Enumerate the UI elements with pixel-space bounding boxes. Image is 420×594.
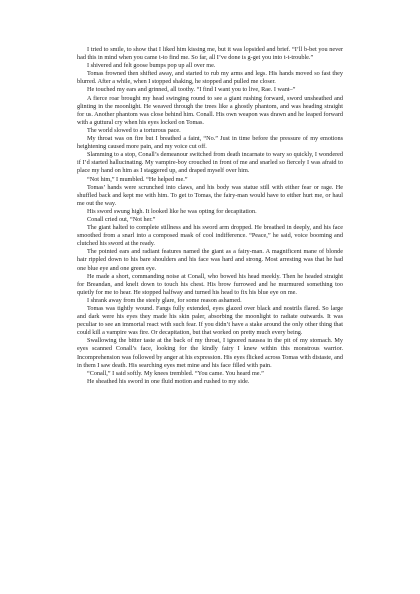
paragraph: Tomas frowned then shifted away, and started to rub my arms and legs. His hands moved so fast they blurred. After a while, when I stopped shaking, he stopped and pulled me closer.	[77, 70, 343, 86]
paragraph: My throat was on fire but I breathed a faint, “No.” Just in time before the pressure of my emotions heightening caused more pain, and my voice cut off.	[77, 135, 343, 151]
paragraph: Slamming to a stop, Conall’s demeanour switched from death incarnate to wary so quickly, I wondered if I’d started hallucinating. My vampire-boy crouched in front of me and snarled so fiercely I was afraid to place my hand on him as I staggered up, and draped myself over him.	[77, 151, 343, 175]
paragraph: Tomas was tightly wound. Fangs fully extended, eyes glazed over black and nostrils flared. So large and dark were his eyes they made his skin paler, absorbing the moonlight to radiate outwards. It was peculiar to see an immortal react with such fear. If you didn’t have a stake around the only other thing that could kill a vampire was fire. Or decapitation, but that worked on pretty much every being.	[77, 305, 343, 337]
paragraph: He touched my ears and grinned, all toothy. “I find I want you to live, Rae. I want–”	[87, 86, 296, 94]
paragraph: The giant halted to complete stillness and his sword arm dropped. He breathed in deeply, and his face smoothed from a snarl into a composed mask of cool indifference. “Peace,” he said, voice booming and clutched his sword at the ready.	[77, 224, 343, 248]
paragraph: Swallowing the bitter taste at the back of my throat, I ignored nausea in the pit of my stomach. My eyes scanned Conall’s face, looking for the kindly fairy I knew within this monstrous warrior. Incomprehension was followed by anger at his expression. His eyes flicked across Tomas with distaste, and in them I saw death. His searching eyes met mine and his face filled with pain.	[77, 337, 343, 369]
paragraph: “Not him,” I mumbled. “He helped me.”	[87, 175, 188, 183]
document-page	[77, 46, 343, 386]
paragraph: Tomas’ hands were scrunched into claws, and his body was statue still with either fear or rage. He shuffled back and kept me with him. To get to Tomas, the fairy-man would have to either hurt me, or haul me out the way.	[77, 183, 343, 207]
paragraph: I tried to smile, to show that I liked him kissing me, but it was lopsided and brief. “I’ll b-bet you never had this in mind when you came t-to find me. So far, all I’ve done is g-get you into t-t-trouble.”	[77, 46, 343, 62]
paragraph: A fierce roar brought my head swinging round to see a giant rushing forward, sword unsheathed and glinting in the moonlight. He weaved through the trees like a ghostly phantom, and was heading straight for us. Another phantom was close behind him. Conall. His own weapon was drawn and he leaped forward with a guttural cry when his eyes locked on Tomas.	[77, 94, 343, 126]
paragraph: His sword swung high. It looked like he was opting for decapitation.	[87, 207, 257, 215]
paragraph: “Conall,” I said softly. My knees trembled. “You came. You heard me.”	[87, 369, 264, 377]
paragraph: Conall cried out, “Not her.”	[87, 215, 156, 223]
paragraph: The world slowed to a torturous pace.	[87, 126, 181, 134]
paragraph: The pointed ears and radiant features named the giant as a fairy-man. A magnificent mane of blonde hair rippled down to his bare shoulders and his face was hard and strong. Most arresting was that he had one blue eye and one green eye.	[77, 248, 343, 272]
paragraph: I shrank away from the steely glare, for some reason ashamed.	[87, 296, 242, 304]
paragraph: He sheathed his sword in one fluid motion and rushed to my side.	[87, 377, 250, 385]
paragraph: He made a short, commanding noise at Conall, who bowed his head meekly. Then he headed straight for Breandan, and knelt down to touch his chest. His brow furrowed and he murmured something too quietly for me to hear. He stopped halfway and turned his head to fix his blue eye on me.	[77, 272, 343, 296]
paragraph: I shivered and felt goose bumps pop up all over me.	[87, 62, 216, 70]
